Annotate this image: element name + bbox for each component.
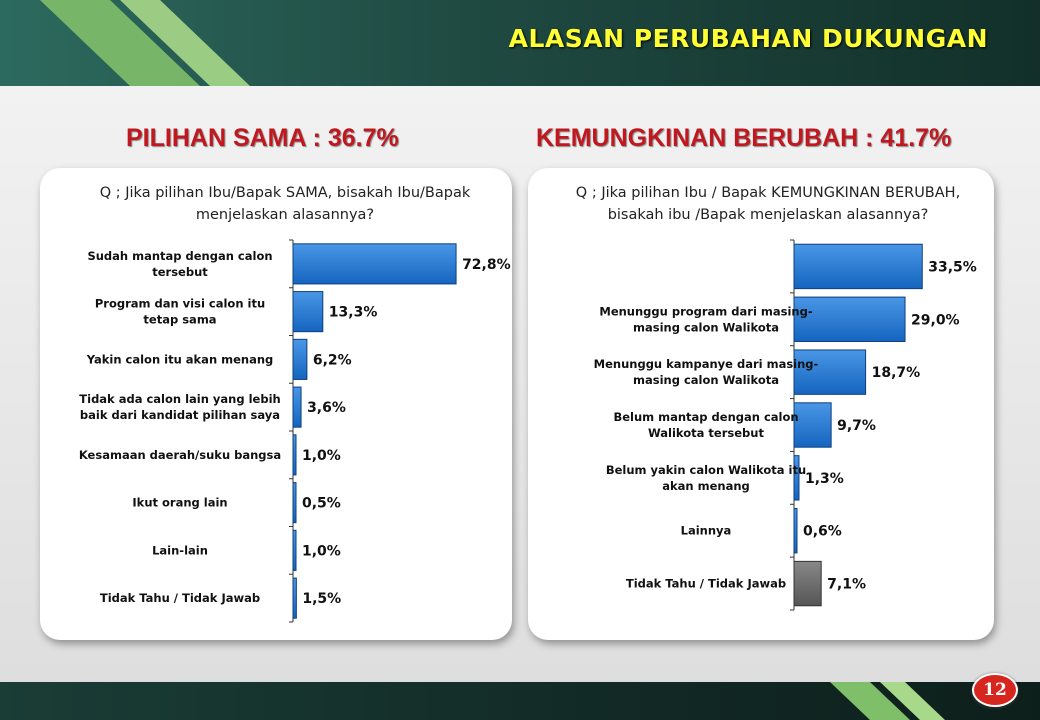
right-value-label: 0,6% [803, 523, 842, 540]
left-category-label: Program dan visi calon itu [94, 296, 266, 311]
right-value-label: 7,1% [827, 576, 867, 593]
right-bar [794, 509, 797, 553]
left-bar [293, 530, 296, 570]
left-section-title: PILIHAN SAMA : 36.7% [126, 124, 399, 152]
left-category-label: Yakin calon itu akan menang [86, 352, 274, 367]
left-question-line2: menjelaskan alasannya? [195, 207, 375, 223]
right-question-line2: bisakah ibu /Bapak menjelaskan alasannya? [607, 207, 929, 223]
left-category-label: tetap sama [143, 312, 217, 327]
left-category-label: tersebut [152, 264, 208, 279]
left-bar-chart [40, 168, 512, 640]
left-category-label: Tidak Tahu / Tidak Jawab [99, 591, 261, 606]
right-value-label: 29,0% [911, 312, 960, 329]
right-category-label: akan menang [662, 478, 750, 493]
right-panel [528, 168, 994, 640]
footer-stripes [0, 682, 1040, 720]
right-category-label: Menunggu program dari masing- [599, 304, 813, 319]
right-bar [794, 561, 821, 605]
left-value-label: 3,6% [307, 400, 346, 417]
left-bar [293, 292, 323, 332]
right-category-label: Tidak Tahu / Tidak Jawab [625, 576, 787, 591]
left-category-label: baik dari kandidat pilihan saya [79, 408, 281, 423]
left-value-label: 1,5% [302, 591, 342, 608]
right-bar [794, 403, 831, 447]
left-question-line1: Q ; Jika pilihan Ibu/Bapak SAMA, bisakah Ibu/Bapak [99, 185, 471, 201]
left-value-label: 0,5% [302, 495, 341, 512]
right-bar [794, 244, 922, 288]
left-category-label: Kesamaan daerah/suku bangsa [78, 447, 282, 462]
header-bar [0, 0, 1040, 86]
right-bar-chart [528, 168, 994, 640]
left-value-label: 6,2% [312, 352, 352, 369]
left-value-label: 1,0% [302, 447, 341, 464]
right-category-label: Belum yakin calon Walikota itu [605, 462, 807, 477]
left-category-label: Ikut orang lain [132, 495, 228, 510]
left-value-label: 13,3% [328, 304, 378, 321]
left-bar [293, 244, 456, 284]
right-category-label: Belum mantap dengan calon [613, 410, 799, 424]
left-category-label: Lain-lain [152, 543, 208, 558]
right-value-label: 1,3% [804, 470, 844, 487]
left-value-label: 1,0% [302, 543, 341, 560]
left-category-label: Tidak ada calon lain yang lebih [79, 392, 281, 407]
right-category-label: masing calon Walikota [633, 320, 779, 335]
right-value-label: 9,7% [837, 418, 876, 434]
left-value-label: 72,8% [462, 256, 511, 273]
left-bar [293, 387, 301, 427]
right-category-label: Menunggu kampanye dari masing- [593, 357, 819, 372]
left-bar [293, 578, 296, 618]
right-category-label: Walikota tersebut [648, 426, 764, 440]
left-bar [293, 435, 296, 475]
right-category-label: Lainnya [680, 523, 732, 538]
left-panel [40, 168, 512, 640]
right-question-line1: Q ; Jika pilihan Ibu / Bapak KEMUNGKINAN BERUBAH, [575, 185, 961, 201]
left-bar [293, 483, 296, 523]
right-section-title: KEMUNGKINAN BERUBAH : 41.7% [536, 124, 952, 152]
right-value-label: 18,7% [871, 365, 921, 382]
footer-bar [0, 682, 1040, 720]
page-number-badge: 12 [972, 673, 1018, 707]
left-category-label: Sudah mantap dengan calon [87, 248, 273, 263]
slide-title: ALASAN PERUBAHAN DUKUNGAN [508, 24, 988, 53]
right-value-label: 33,5% [928, 259, 977, 276]
right-category-label: masing calon Walikota [633, 373, 779, 388]
left-bar [293, 339, 307, 379]
